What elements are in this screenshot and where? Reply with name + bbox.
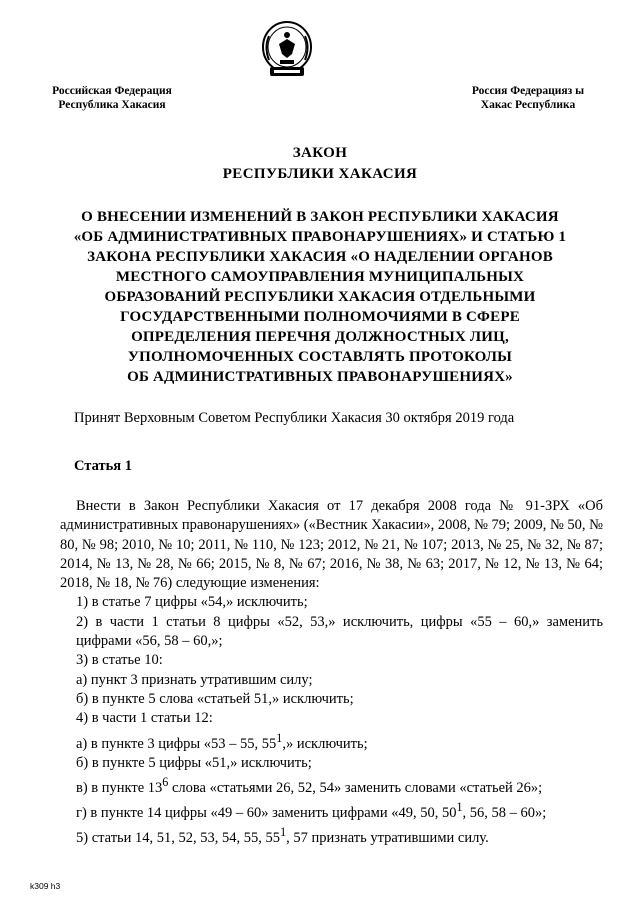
- superscript: 1: [456, 800, 463, 815]
- header-left: [22, 84, 202, 112]
- header-left-line2: Республика Хакасия: [58, 99, 166, 111]
- amendment-item: 4) в части 1 статьи 12:: [76, 710, 213, 727]
- item-text: в) в пункте 13: [76, 779, 163, 796]
- amendment-item: б) в пункте 5 цифры «51,» исключить;: [76, 754, 312, 771]
- amendment-item: [60, 823, 603, 848]
- intro-paragraph: Внести в Закон Республики Хакасия от 17 декабря 2008 года № 91-ЗРХ «Об административных правонарушениях» («Вестник Хакасии», 2008, № 79; 2009, № 50, № 80, № 98; 2010, № 10; 2011, № 110, № 123; 2012, № 21, № 107; 2013, № 25, № 32, № 87; 2014, № 13, № 28, № 66; 2015, № 8, № 67; 2016, № 38, № 63; 2017, № 12, № 13, № 64; 2018, № 18, № 76) следующие изменения:: [60, 498, 603, 592]
- item-text: , 57 признать утратившими силу.: [286, 830, 489, 847]
- item-text: г) в пункте 14 цифры «49 – 60» заменить цифрами «49, 50, 50: [76, 804, 457, 821]
- item-text: , 56, 58 – 60»;: [462, 804, 547, 821]
- superscript: 6: [162, 774, 169, 789]
- subject-line: ЗАКОНА РЕСПУБЛИКИ ХАКАСИЯ «О НАДЕЛЕНИИ ОРГАНОВ: [87, 249, 553, 265]
- coat-of-arms-emblem: [258, 18, 316, 80]
- header-right-line2: Хакас Республика: [480, 99, 576, 111]
- subject-line: О ВНЕСЕНИИ ИЗМЕНЕНИЙ В ЗАКОН РЕСПУБЛИКИ ХАКАСИЯ: [81, 209, 559, 225]
- subject-line: УПОЛНОМОЧЕННЫХ СОСТАВЛЯТЬ ПРОТОКОЛЫ: [127, 349, 513, 365]
- adoption-note: Принят Верховным Советом Республики Хакасия 30 октября 2019 года: [74, 410, 515, 426]
- subject-line: «ОБ АДМИНИСТРАТИВНЫХ ПРАВОНАРУШЕНИЯХ» И СТАТЬЮ 1: [73, 229, 567, 245]
- subject-line: ОБ АДМИНИСТРАТИВНЫХ ПРАВОНАРУШЕНИЯХ»: [127, 369, 513, 385]
- item-text: ,» исключить;: [282, 735, 368, 752]
- footer-code: k309 h3: [30, 881, 61, 891]
- article-body: [60, 497, 603, 848]
- document-title: ЗАКОН: [292, 145, 348, 161]
- amendment-item: 3) в статье 10:: [76, 652, 163, 669]
- amendment-item: 2) в части 1 статьи 8 цифры «52, 53,» исключить, цифры «55 – 60,» заменить цифрами «56, 58 – 60,»;: [76, 613, 603, 650]
- superscript: 1: [276, 730, 283, 745]
- amendment-item: [60, 729, 603, 754]
- amendment-item: 1) в статье 7 цифры «54,» исключить;: [76, 594, 308, 611]
- emblem-icon: [258, 18, 316, 80]
- article-heading: Статья 1: [74, 458, 132, 474]
- amendment-item: [60, 798, 603, 823]
- law-subject: [40, 207, 600, 387]
- document-title-republic: РЕСПУБЛИКИ ХАКАСИЯ: [222, 166, 418, 182]
- subject-line: ОПРЕДЕЛЕНИЯ ПЕРЕЧНЯ ДОЛЖНОСТНЫХ ЛИЦ,: [131, 329, 509, 345]
- item-text: а) в пункте 3 цифры «53 – 55, 55: [76, 735, 277, 752]
- header-right-line1: Россия Федерацияз ы: [471, 85, 585, 97]
- item-text: слова «статьями 26, 52, 54» заменить словами «статьей 26»;: [168, 779, 543, 796]
- subject-line: МЕСТНОГО САМОУПРАВЛЕНИЯ МУНИЦИПАЛЬНЫХ: [115, 269, 525, 285]
- header-left-line1: Российская Федерация: [52, 85, 172, 97]
- amendment-item: [60, 773, 603, 798]
- superscript: 1: [280, 825, 287, 840]
- subject-line: ОБРАЗОВАНИЙ РЕСПУБЛИКИ ХАКАСИЯ ОТДЕЛЬНЫМИ: [104, 289, 536, 305]
- amendment-item: б) в пункте 5 слова «статьей 51,» исключить;: [76, 690, 354, 707]
- item-text: 5) статьи 14, 51, 52, 53, 54, 55, 55: [76, 830, 281, 847]
- header-right: [438, 84, 618, 112]
- subject-line: ГОСУДАРСТВЕННЫМИ ПОЛНОМОЧИЯМИ В СФЕРЕ: [120, 309, 520, 325]
- amendment-item: а) пункт 3 признать утратившим силу;: [76, 671, 313, 688]
